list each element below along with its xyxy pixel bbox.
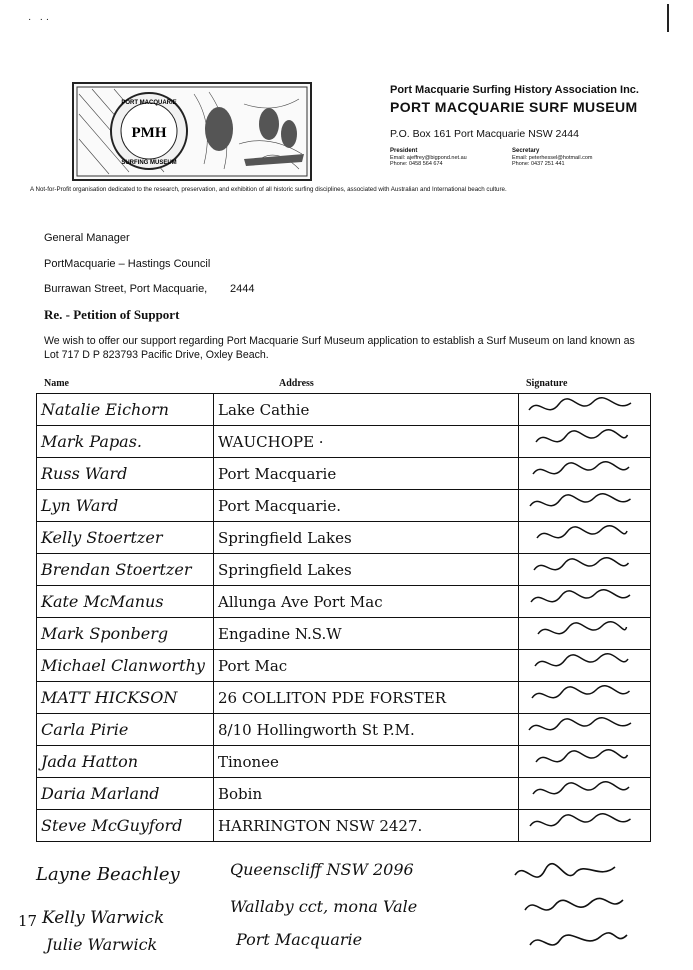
row-signature bbox=[519, 714, 651, 746]
row-name: Natalie Eichorn bbox=[37, 394, 214, 426]
signature-scribble bbox=[523, 650, 643, 676]
table-row bbox=[37, 394, 651, 426]
recipient-line-3: Burrawan Street, Port Macquarie, bbox=[44, 283, 208, 295]
president-title: President bbox=[390, 148, 418, 154]
secretary-contact bbox=[512, 148, 592, 168]
extra-name-2: Kelly Warwick bbox=[42, 908, 165, 928]
extra-name-1: Layne Beachley bbox=[36, 864, 180, 885]
row-name: Brendan Stoertzer bbox=[37, 554, 214, 586]
extra-row-count: 17 bbox=[18, 912, 38, 930]
signature-scribble bbox=[523, 554, 643, 580]
row-name: Mark Sponberg bbox=[37, 618, 214, 650]
row-address: Engadine N.S.W bbox=[214, 618, 519, 650]
row-address: 8/10 Hollingworth St P.M. bbox=[214, 714, 519, 746]
row-signature bbox=[519, 394, 651, 426]
column-header-signature: Signature bbox=[526, 378, 568, 389]
museum-logo bbox=[72, 82, 312, 181]
row-name: Carla Pirie bbox=[37, 714, 214, 746]
signature-scribble bbox=[523, 810, 643, 836]
row-address: Springfield Lakes bbox=[214, 522, 519, 554]
po-box: P.O. Box 161 Port Macquarie NSW 2444 bbox=[390, 128, 579, 140]
row-name: Steve McGuyford bbox=[37, 810, 214, 842]
extra-name-3: Julie Warwick bbox=[46, 935, 158, 954]
row-address: Lake Cathie bbox=[214, 394, 519, 426]
signature-scribble bbox=[523, 714, 643, 740]
row-name: Jada Hatton bbox=[37, 746, 214, 778]
extra-address-2: Wallaby cct, mona Vale bbox=[230, 897, 418, 916]
president-phone: Phone: 0458 564 674 bbox=[390, 161, 443, 168]
row-name: Lyn Ward bbox=[37, 490, 214, 522]
row-signature bbox=[519, 554, 651, 586]
logo-artwork bbox=[74, 84, 310, 179]
row-signature bbox=[519, 458, 651, 490]
row-signature bbox=[519, 586, 651, 618]
table-row bbox=[37, 618, 651, 650]
row-address: Port Mac bbox=[214, 650, 519, 682]
row-signature bbox=[519, 650, 651, 682]
row-name: Daria Marland bbox=[37, 778, 214, 810]
table-row bbox=[37, 586, 651, 618]
president-contact bbox=[390, 148, 467, 168]
subject-line: Re. - Petition of Support bbox=[44, 307, 180, 322]
logo-ring-bottom: SURFING MUSEUM bbox=[121, 160, 177, 166]
extra-signatures bbox=[505, 855, 640, 960]
signature-scribble bbox=[523, 586, 643, 612]
signature-scribble bbox=[523, 394, 643, 420]
secretary-title: Secretary bbox=[512, 148, 540, 154]
row-address: Springfield Lakes bbox=[214, 554, 519, 586]
row-name: Michael Clanworthy bbox=[37, 650, 214, 682]
logo-center: PMH bbox=[131, 125, 167, 141]
org-name: Port Macquarie Surfing History Association Inc. bbox=[390, 84, 639, 96]
table-row bbox=[37, 554, 651, 586]
recipient-postcode: 2444 bbox=[230, 283, 255, 295]
tagline: A Not-for-Profit organisation dedicated to the research, preservation, and exhibition of all historic surfing disciplines, associated with Australian and International beach culture. bbox=[30, 186, 507, 193]
row-name: Mark Papas. bbox=[37, 426, 214, 458]
signature-scribble bbox=[523, 778, 643, 804]
table-row bbox=[37, 650, 651, 682]
row-name: Russ Ward bbox=[37, 458, 214, 490]
row-signature bbox=[519, 682, 651, 714]
table-row bbox=[37, 426, 651, 458]
signature-scribble bbox=[523, 458, 643, 484]
row-signature bbox=[519, 522, 651, 554]
recipient-line-1: General Manager bbox=[44, 232, 130, 244]
signature-scribble bbox=[523, 522, 643, 548]
table-row bbox=[37, 522, 651, 554]
table-row bbox=[37, 778, 651, 810]
extra-signature-3 bbox=[530, 933, 627, 945]
row-name: MATT HICKSON bbox=[37, 682, 214, 714]
scan-dots: · · · bbox=[28, 14, 50, 25]
table-row bbox=[37, 810, 651, 842]
row-signature bbox=[519, 490, 651, 522]
table-row bbox=[37, 714, 651, 746]
table-row bbox=[37, 682, 651, 714]
signature-scribble bbox=[523, 618, 643, 644]
row-address: Tinonee bbox=[214, 746, 519, 778]
column-header-name: Name bbox=[44, 378, 69, 389]
extra-address-1: Queenscliff NSW 2096 bbox=[230, 860, 414, 879]
extra-signature-1 bbox=[515, 864, 615, 877]
row-signature bbox=[519, 746, 651, 778]
president-email: Email: ajeffrey@bigpond.net.au bbox=[390, 154, 467, 161]
row-address: 26 COLLITON PDE FORSTER bbox=[214, 682, 519, 714]
row-address: Bobin bbox=[214, 778, 519, 810]
intro-paragraph: We wish to offer our support regarding Port Macquarie Surf Museum application to establish a Surf Museum on land known as Lot 717 D P 823793 Pacific Drive, Oxley Beach. bbox=[44, 335, 635, 361]
petition-table bbox=[36, 393, 651, 842]
row-signature bbox=[519, 618, 651, 650]
signature-scribble bbox=[523, 490, 643, 516]
signature-scribble bbox=[523, 682, 643, 708]
signature-scribble bbox=[523, 746, 643, 772]
extra-signature-2 bbox=[525, 898, 623, 910]
extra-address-3: Port Macquarie bbox=[236, 930, 363, 949]
table-row bbox=[37, 490, 651, 522]
row-signature bbox=[519, 778, 651, 810]
recipient-line-2: PortMacquarie – Hastings Council bbox=[44, 258, 211, 270]
secretary-phone: Phone: 0437 251 441 bbox=[512, 161, 565, 168]
row-name: Kelly Stoertzer bbox=[37, 522, 214, 554]
scan-edge-mark bbox=[667, 4, 669, 32]
row-address: Port Macquarie. bbox=[214, 490, 519, 522]
museum-name: PORT MACQUARIE SURF MUSEUM bbox=[390, 99, 638, 115]
logo-ring-top: PORT MACQUARIE bbox=[121, 100, 177, 106]
row-address: Allunga Ave Port Mac bbox=[214, 586, 519, 618]
column-header-address: Address bbox=[279, 378, 314, 389]
table-row bbox=[37, 458, 651, 490]
row-signature bbox=[519, 810, 651, 842]
table-row bbox=[37, 746, 651, 778]
row-address: Port Macquarie bbox=[214, 458, 519, 490]
row-address: HARRINGTON NSW 2427. bbox=[214, 810, 519, 842]
signature-scribble bbox=[523, 426, 643, 452]
secretary-email: Email: peterhessel@hotmail.com bbox=[512, 154, 593, 161]
row-name: Kate McManus bbox=[37, 586, 214, 618]
row-address: WAUCHOPE · bbox=[214, 426, 519, 458]
row-signature bbox=[519, 426, 651, 458]
